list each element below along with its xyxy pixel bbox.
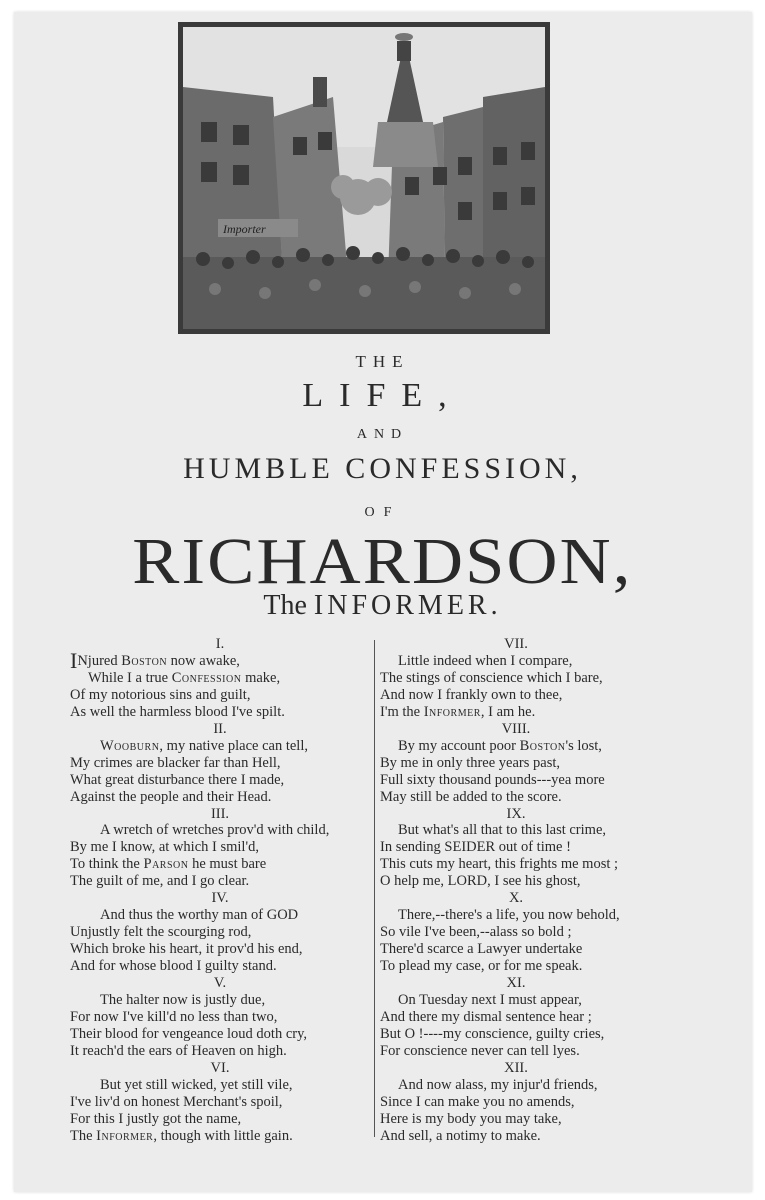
verse-line: I've liv'd on honest Merchant's spoil, — [70, 1093, 283, 1110]
drop-cap: I — [70, 647, 78, 673]
stanza-numeral: I. — [215, 636, 225, 652]
stanza-numeral: VII. — [504, 636, 528, 652]
verse-line: And now I frankly own to thee, — [380, 686, 563, 703]
verse-line: Against the people and their Head. — [70, 788, 272, 805]
verse-line: My crimes are blacker far than Hell, — [70, 754, 281, 771]
verse-line: Since I can make you no amends, — [380, 1093, 575, 1110]
verse-text: , though with little gain. — [153, 1127, 293, 1144]
verse-line: And sell, a notimy to make. — [380, 1127, 541, 1144]
stanza-numeral: XII. — [504, 1059, 528, 1076]
stanza-numeral: VIII. — [501, 720, 531, 737]
verse-text: he must bare — [188, 856, 267, 873]
verse-line: The halter now is justly due, — [100, 992, 266, 1009]
stanza-numeral: IV. — [211, 890, 229, 907]
verse-line: Little indeed when I compare, — [398, 652, 573, 669]
stanza-numeral: XI. — [506, 975, 526, 992]
title-of: OF — [364, 505, 401, 520]
verse-line: To plead my case, or for me speak. — [380, 958, 583, 975]
verse-text: , I am he. — [480, 703, 536, 720]
verse-text: By my account poor — [398, 737, 520, 754]
verse-line: So vile I've been,--alass so bold ; — [380, 924, 572, 941]
verse-line — [70, 670, 370, 687]
verse-text: , my native place can tell, — [159, 737, 308, 754]
verse-line: But what's all that to this last crime, — [398, 822, 606, 839]
title-the-informer — [0, 590, 765, 622]
title-life: LIFE, — [302, 377, 463, 414]
verse-line: On Tuesday next I must appear, — [398, 992, 582, 1009]
verse-line: Of my notorious sins and guilt, — [70, 686, 251, 703]
title-humble-confession: HUMBLE CONFESSION, — [183, 452, 582, 485]
verse-line: There'd scarce a Lawyer undertake — [380, 941, 583, 958]
verse-text: 's lost, — [565, 737, 602, 754]
stanza-numeral: III. — [210, 805, 230, 822]
verse-line — [70, 856, 370, 873]
verse-line: But yet still wicked, yet still vile, — [100, 1076, 293, 1093]
title-and: AND — [356, 427, 409, 442]
stanza-numeral: X. — [508, 890, 524, 907]
stanza-numeral: VI. — [210, 1059, 230, 1076]
verse-line: A wretch of wretches prov'd with child, — [100, 822, 330, 839]
title-the: THE — [355, 352, 410, 371]
verse-line: Unjustly felt the scourging rod, — [70, 924, 252, 941]
street-scene-image — [183, 27, 545, 329]
verse-line: For now I've kill'd no less than two, — [70, 1008, 278, 1025]
verse-line: As well the harmless blood I've spilt. — [70, 703, 285, 720]
verse-line — [70, 1128, 370, 1145]
informer-word: INFORMER. — [313, 590, 502, 621]
verse-text: To think the — [70, 856, 144, 873]
verse-line: May still be added to the score. — [380, 788, 562, 805]
verse-line — [70, 738, 370, 755]
verse-line: The stings of conscience which I bare, — [380, 669, 603, 686]
column-divider — [374, 640, 375, 1137]
verse-line: Which broke his heart, it prov'd his end, — [70, 941, 303, 958]
verse-line: What great disturbance there I made, — [70, 771, 285, 788]
verse-text-smallcaps: Boston — [121, 652, 168, 669]
verse-line: And for whose blood I guilty stand. — [70, 958, 277, 975]
verse-text-smallcaps: Confession — [171, 669, 242, 686]
verse-line: For this I justly got the name, — [70, 1110, 242, 1127]
verse-line: By me in only three years past, — [380, 754, 560, 771]
verse-text: The — [70, 1127, 97, 1144]
verse-line — [70, 647, 370, 673]
verse-text: make, — [241, 669, 281, 686]
woodcut-illustration — [178, 22, 550, 334]
verse-text: I'm the — [380, 703, 424, 720]
title-richardson: RICHARDSON, — [132, 525, 633, 598]
shop-sign-text: Importer — [223, 222, 266, 236]
verse-text-smallcaps: Boston — [519, 737, 566, 754]
verse-line: O help me, LORD, I see his ghost, — [380, 873, 581, 890]
verse-line: Here is my body you may take, — [380, 1110, 562, 1127]
verse-line: By me I know, at which I smil'd, — [70, 839, 259, 856]
verse-line: Full sixty thousand pounds---yea more — [380, 771, 605, 788]
verse-line: But O !----my conscience, guilty cries, — [380, 1025, 605, 1042]
verse-line: For conscience never can tell lyes. — [380, 1042, 580, 1059]
verse-text-smallcaps: Informer — [423, 703, 481, 720]
verse-text-smallcaps: Wooburn — [100, 737, 160, 754]
stanza-numeral: II. — [213, 720, 227, 737]
verse-text: While I a true — [88, 669, 172, 686]
verse-line: The guilt of me, and I go clear. — [70, 873, 250, 890]
verse-text-smallcaps: Parson — [143, 856, 189, 873]
verse-line — [380, 738, 652, 755]
verse-line: And now alass, my injur'd friends, — [398, 1076, 598, 1093]
verse-line: This cuts my heart, this frights me most ; — [380, 856, 619, 873]
verse-line: In sending SEIDER out of time ! — [380, 839, 571, 856]
verse-column-right — [380, 636, 652, 1145]
stanza-numeral: V. — [213, 975, 227, 992]
verse-column-left — [70, 636, 370, 1145]
stanza-numeral: IX. — [506, 805, 526, 822]
verse-line: And thus the worthy man of GOD — [100, 907, 299, 924]
verse-text-smallcaps: Informer — [96, 1127, 154, 1144]
verse-text: Njured — [77, 652, 122, 669]
verse-line: And there my dismal sentence hear ; — [380, 1008, 592, 1025]
verse-line: There,--there's a life, you now behold, — [398, 907, 620, 924]
verse-line: It reach'd the ears of Heaven on high. — [70, 1042, 287, 1059]
verse-line: Their blood for vengeance loud doth cry, — [70, 1025, 308, 1042]
verse-line — [380, 704, 652, 721]
informer-article: The — [263, 590, 307, 621]
verse-text: now awake, — [167, 652, 240, 669]
